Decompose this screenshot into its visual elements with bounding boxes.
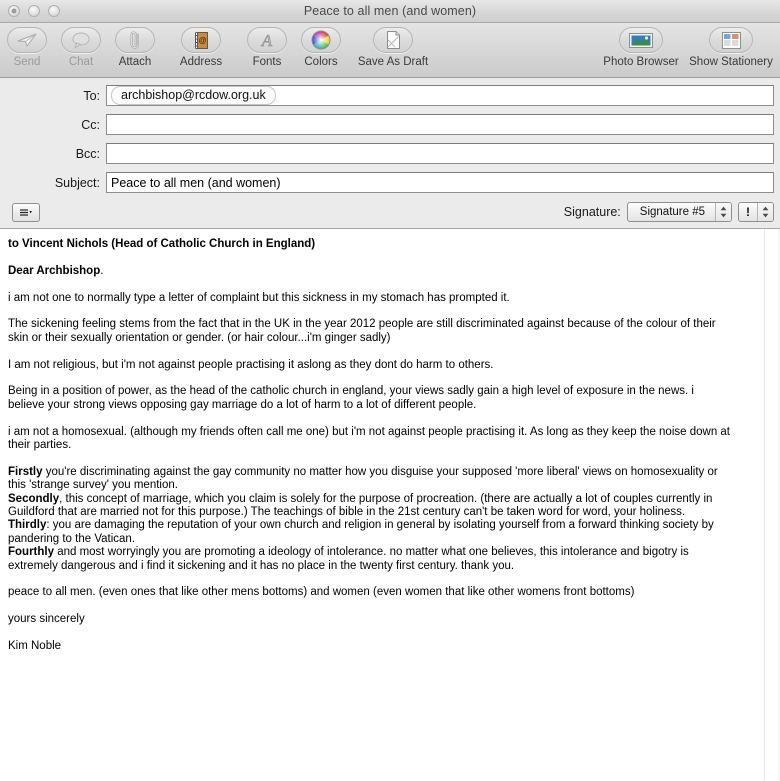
save-draft-page-icon [385,30,402,50]
fonts-button-surface[interactable] [247,27,287,53]
traffic-light-group [8,5,60,17]
send-paper-plane-icon [16,32,38,48]
window-titlebar [0,0,780,23]
body-paragraph [8,466,730,493]
format-menu-button[interactable] [12,203,40,222]
photo-browser-button-label: Photo Browser [603,56,679,68]
body-text-run: : you are damaging the reputation of your own church and religion in general by isolating yourself from a forward thinking society by pandering to the Vatican. [8,519,714,545]
cc-label: Cc: [81,117,100,132]
bcc-row [0,142,780,165]
fonts-button-label: Fonts [252,56,282,68]
chevron-up-icon [720,206,727,211]
body-text-run: I am not religious, but i'm not against people practising it aslong as they dont do harm to others. [8,358,494,371]
message-body-text[interactable] [0,229,742,653]
body-paragraph [8,546,730,573]
attach-button-surface[interactable] [115,27,155,53]
compose-header-fields [0,78,780,229]
body-paragraph [8,426,730,453]
attach-button[interactable] [108,25,162,68]
cc-input[interactable] [106,114,774,135]
body-bold-run: to Vincent Nichols (Head of Catholic Church in England) [8,238,316,250]
body-bold-run: Firstly [8,465,43,478]
subject-value: Peace to all men (and women) [111,175,281,190]
body-text-run: yours sincerely [8,613,85,626]
color-wheel-icon [311,30,331,50]
list-lines-chevron-icon [19,207,33,218]
body-scrollbar-track[interactable] [764,229,765,781]
colors-button-label: Colors [304,56,338,68]
subject-input[interactable] [106,172,774,193]
chat-button[interactable] [54,25,108,68]
priority-popup-value: ! [746,205,750,219]
address-book-icon [193,31,209,50]
body-text-run: you're discriminating against the gay community no matter how you disguise your supposed 'more liberal' views on homosexuality or this 'strange survey' you mention. [8,465,718,492]
svg-text:@: @ [198,35,207,45]
chat-button-label: Chat [68,56,94,68]
signature-popup-button[interactable] [627,202,732,222]
body-paragraph [8,493,730,520]
body-paragraph [8,292,730,305]
send-button-label: Send [13,56,41,68]
show-stationery-button[interactable] [686,25,776,68]
body-paragraph [8,359,730,372]
toolbar-right-group [596,25,780,68]
address-button[interactable] [162,25,240,68]
fonts-button[interactable] [240,25,294,68]
body-bold-run: Secondly [8,492,60,505]
minimize-button-icon[interactable] [28,5,40,17]
to-input[interactable] [106,85,774,106]
body-bold-run: Dear Archbishop [8,264,101,277]
body-paragraph [8,586,730,599]
save-as-draft-button[interactable] [348,25,438,68]
fonts-letter-a-icon [257,30,277,50]
body-text-run: peace to all men. (even ones that like other mens bottoms) and women (even women that like other womens front bottoms) [8,586,635,599]
photo-browser-button[interactable] [596,25,686,68]
body-paragraph [8,519,730,546]
show-stationery-button-surface[interactable] [709,27,753,53]
body-bold-run: Fourthly [8,546,54,559]
close-button-icon[interactable] [8,5,20,17]
paperclip-icon [127,30,143,50]
to-label: To: [83,88,100,103]
body-paragraph [8,265,730,278]
signature-label: Signature: [563,205,621,219]
to-row [0,84,780,107]
body-text-run: , this concept of marriage, which you claim is solely for the purpose of procreation. (there are actually a lot of couples currently in Guildford that are married not for this purpose.) The teachings of bible in the 21st century can't be taken word for word, your holiness. [8,492,713,519]
colors-button-surface[interactable] [301,27,341,53]
body-bold-run: Thirdly [8,519,47,532]
photo-browser-icon [628,31,654,50]
body-paragraph [8,385,730,412]
toolbar-left-group [0,25,438,68]
body-text-run: Being in a position of power, as the head of the catholic church in england, your views sadly gain a high level of exposure in the news. i believe your strong views opposing gay marriage do a lot of harm to a lot of different people. [8,385,694,411]
show-stationery-button-label: Show Stationery [689,56,773,68]
message-body-area[interactable] [0,229,780,781]
svg-text:A: A [261,31,273,50]
chevron-down-icon [762,213,769,218]
stationery-icon [721,31,742,50]
priority-popup-button[interactable] [738,202,774,222]
window-title: Peace to all men (and women) [303,4,477,18]
colors-button[interactable] [294,25,348,68]
body-paragraph [8,238,730,251]
zoom-button-icon[interactable] [48,5,60,17]
address-button-surface[interactable] [181,27,221,53]
body-paragraph [8,613,730,626]
attach-button-label: Attach [118,56,152,68]
send-button[interactable] [0,25,54,68]
subject-label: Subject: [54,175,100,190]
save-as-draft-button-surface[interactable] [373,27,413,53]
body-text-run: and most worryingly you are promoting a ideology of intolerance. no matter what one believes, this intolerance and bigotry is extremely dangerous and i find it sickening and it has no place in the twenty first century. thank you. [8,546,689,572]
recipient-token[interactable]: archbishop@rcdow.org.uk [111,86,276,105]
signature-popup-value: Signature #5 [639,206,705,218]
priority-stepper-arrows-icon[interactable] [757,203,773,221]
send-button-surface[interactable] [7,27,47,53]
bcc-label: Bcc: [75,146,100,161]
cc-row [0,113,780,136]
signature-stepper-arrows-icon[interactable] [715,203,731,221]
chevron-up-icon [762,206,769,211]
body-text-run: Kim Noble [8,640,62,653]
body-text-run: The sickening feeling stems from the fact that in the UK in the year 2012 people are still discriminated against because of the colour of their skin or their sexually orientation or gender. (or hair colour...i'm ginger sadly) [8,318,716,344]
photo-browser-button-surface[interactable] [619,27,663,53]
address-button-label: Address [179,56,223,68]
body-text-run: i am not a homosexual. (although my friends often call me one) but i'm not against people practising it. As long as they keep the noise down at their parties. [8,425,731,451]
chevron-down-icon [720,213,727,218]
chat-bubble-icon [70,31,92,49]
compose-options-row [0,200,780,224]
body-paragraph [8,640,730,653]
compose-toolbar [0,23,780,78]
subject-row [0,171,780,194]
bcc-input[interactable] [106,143,774,164]
save-as-draft-button-label: Save As Draft [357,56,429,68]
chat-button-surface[interactable] [61,27,101,53]
body-text-run: . [100,264,104,277]
body-text-run: i am not one to normally type a letter of complaint but this sickness in my stomach has prompted it. [8,291,510,304]
body-paragraph [8,318,730,345]
